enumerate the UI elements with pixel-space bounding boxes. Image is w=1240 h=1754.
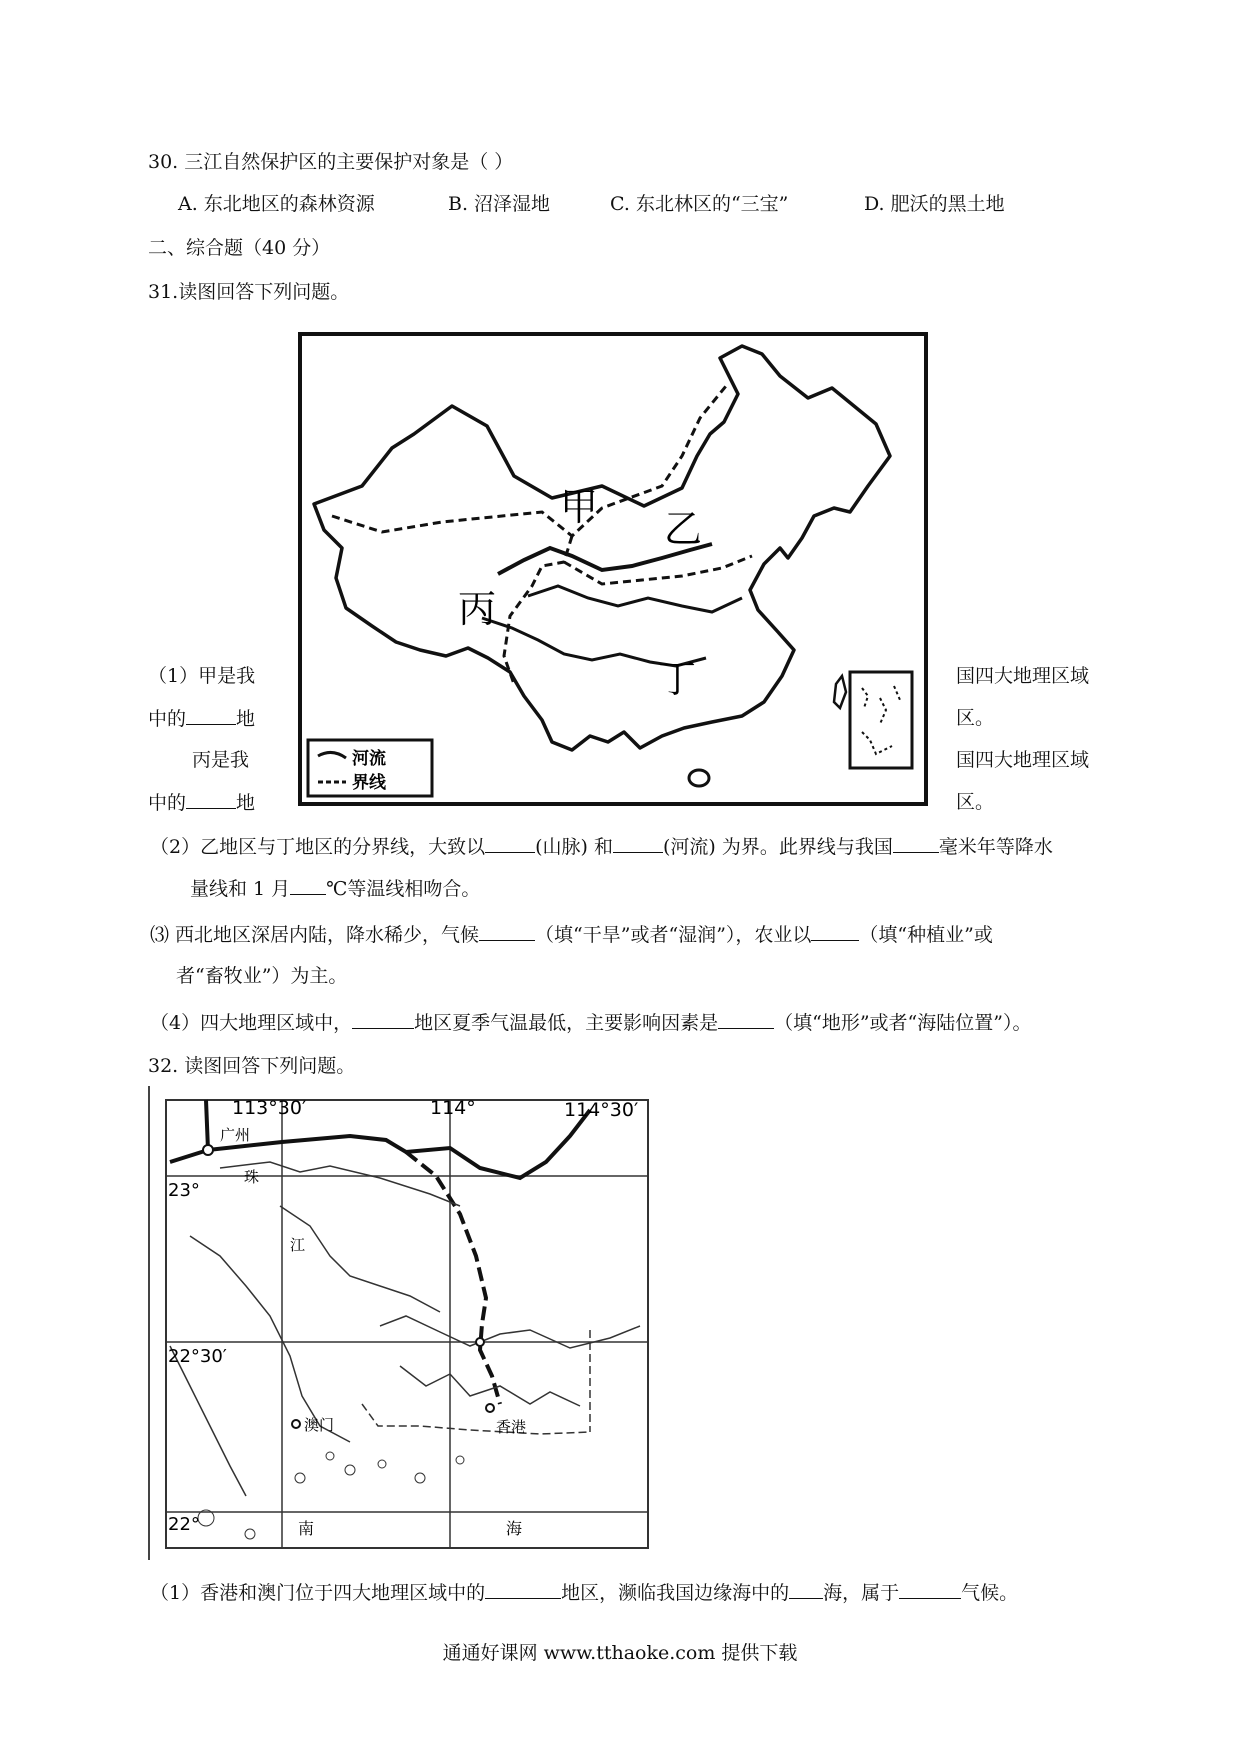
q31-p1-left-b-end: 地: [236, 708, 256, 730]
q32-p1-line: [150, 1580, 1018, 1605]
answer-blank[interactable]: [789, 1580, 823, 1599]
q31-p3-text-c: （填“种植业”或: [859, 924, 993, 946]
region-label-ding: 丁: [658, 657, 697, 701]
q32-p1-text-a: （1）香港和澳门位于四大地理区域中的: [150, 1582, 486, 1604]
q31-p2-text-e: 量线和 1 月: [190, 878, 291, 900]
q30-option-c: C. 东北林区的“三宝”: [610, 193, 789, 215]
lon-label-113-30: 113°30′: [232, 1097, 307, 1119]
answer-blank[interactable]: [186, 706, 236, 725]
place-label-guangzhou: 广州: [220, 1126, 251, 1144]
q31-p2-line2: [190, 876, 480, 901]
macau-marker: [292, 1420, 300, 1428]
legend-boundary-label: 界线: [352, 773, 386, 793]
region-label-jia: 甲: [560, 485, 599, 529]
q31-p3-text-b: （填“干旱”或者“湿润”），农业以: [535, 924, 812, 946]
answer-blank[interactable]: [290, 876, 326, 895]
page-footer: 通通好课网 www.tthaoke.com 提供下载: [442, 1642, 798, 1664]
hongkong-marker: [486, 1404, 494, 1412]
lat-label-22-30: 22°30′: [168, 1346, 227, 1367]
lon-label-114: 114°: [430, 1097, 476, 1119]
china-map-drawing: [302, 336, 924, 802]
q31-p3-line1: [150, 922, 993, 947]
answer-blank[interactable]: [485, 834, 535, 853]
answer-blank[interactable]: [893, 834, 939, 853]
answer-blank[interactable]: [479, 922, 535, 941]
q31-p1-right-a: 国四大地理区域: [956, 665, 1090, 687]
q32-p1-text-b: 地区，濒临我国边缘海中的: [561, 1582, 790, 1604]
q31-p4-text-b: 地区夏季气温最低，主要影响因素是: [414, 1012, 719, 1034]
q31-p2-text-c: (河流) 为界。此界线与我国: [662, 836, 893, 858]
q31-p1-left-d-text: 中的: [148, 792, 187, 814]
q31-p1-left-b-text: 中的: [148, 708, 187, 730]
q32-stem: 32. 读图回答下列问题。: [148, 1055, 356, 1077]
q30-option-b: B. 沼泽湿地: [448, 193, 551, 215]
q31-p4-line: [150, 1010, 1031, 1035]
answer-blank[interactable]: [186, 790, 236, 809]
q31-p3-line2: 者“畜牧业”）为主。: [176, 965, 348, 987]
place-label-jiang: 江: [290, 1236, 306, 1254]
answer-blank[interactable]: [811, 922, 859, 941]
q31-p3-text-a: ⑶ 西北地区深居内陆，降水稀少，气候: [150, 924, 480, 946]
q31-p1-left-b: [148, 706, 255, 731]
lat-label-22: 22°: [168, 1514, 200, 1535]
q31-p1-left-d: [148, 790, 255, 815]
answer-blank[interactable]: [613, 834, 663, 853]
q31-p4-text-c: （填“地形”或者“海陆位置”）。: [774, 1012, 1032, 1034]
place-label-hai: 海: [506, 1519, 523, 1538]
legend-river-label: 河流: [352, 749, 386, 769]
q31-p2-text-b: (山脉) 和: [535, 836, 613, 858]
answer-blank[interactable]: [899, 1580, 961, 1599]
shenzhen-marker: [476, 1338, 484, 1346]
q31-p1-right-c: 国四大地理区域: [956, 749, 1090, 771]
lon-label-114-30: 114°30′: [564, 1099, 639, 1121]
delta-map-drawing: [150, 1086, 658, 1560]
section-2-heading: 二、综合题（40 分）: [148, 237, 331, 259]
guangzhou-marker: [203, 1145, 213, 1155]
q31-p4-text-a: （4）四大地理区域中，: [150, 1012, 353, 1034]
q31-p1-left-c: 丙是我: [192, 749, 250, 771]
china-regions-map: [298, 332, 928, 806]
answer-blank[interactable]: [352, 1010, 414, 1029]
place-label-macau: 澳门: [304, 1416, 335, 1434]
answer-blank[interactable]: [485, 1580, 561, 1599]
region-label-bing: 丙: [458, 587, 497, 631]
q31-p2-line1: [150, 834, 1053, 859]
answer-blank[interactable]: [718, 1010, 774, 1029]
place-label-zhu: 珠: [244, 1168, 260, 1186]
q31-p2-text-d: 毫米年等降水: [938, 836, 1053, 858]
q30-option-a: A. 东北地区的森林资源: [178, 193, 375, 215]
place-label-hongkong: 香港: [496, 1418, 527, 1436]
lat-label-23: 23°: [168, 1180, 200, 1201]
q31-p2-text-f: ℃等温线相吻合。: [326, 878, 481, 900]
q31-p1-left-a: （1）甲是我: [148, 665, 256, 687]
region-label-yi: 乙: [664, 507, 703, 551]
pearl-river-delta-map: [148, 1086, 658, 1560]
q31-p2-text-a: （2）乙地区与丁地区的分界线，大致以: [150, 836, 486, 858]
q32-p1-text-c: 海，属于: [823, 1582, 900, 1604]
q31-p1-right-b: 区。: [956, 707, 995, 729]
q31-p1-right-d: 区。: [956, 791, 995, 813]
q30-stem: 30. 三江自然保护区的主要保护对象是（ ）: [148, 151, 514, 173]
place-label-nan: 南: [298, 1519, 315, 1538]
q31-p1-left-d-end: 地: [236, 792, 256, 814]
q31-stem: 31.读图回答下列问题。: [148, 281, 350, 303]
q32-p1-text-d: 气候。: [961, 1582, 1019, 1604]
q30-option-d: D. 肥沃的黑土地: [864, 193, 1005, 215]
